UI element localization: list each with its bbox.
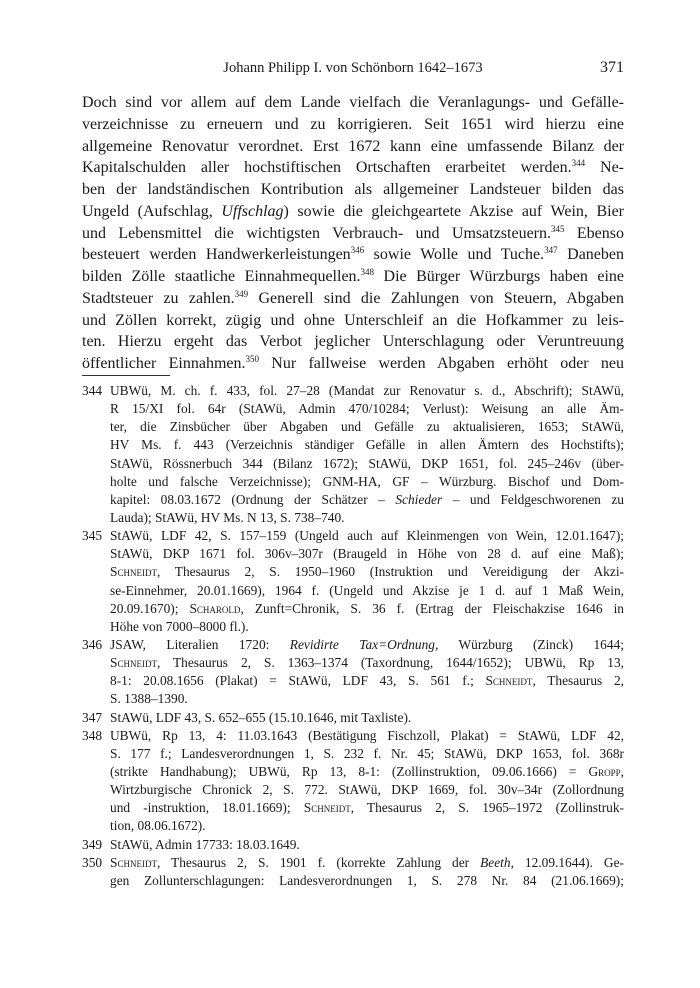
text-run: sowie Wolle und Tuche. bbox=[364, 246, 545, 264]
running-head: Johann Philipp I. von Schönborn 1642–1673 bbox=[223, 60, 483, 76]
author-name: Schneidt bbox=[485, 673, 533, 689]
text-run: Stadtsteuer zu zahlen. bbox=[82, 289, 235, 307]
footnote-line bbox=[110, 436, 624, 454]
footnote-ref: 347 bbox=[544, 245, 558, 256]
text-run: StAWü, Admin 17733: 18.03.1649. bbox=[110, 836, 300, 852]
footnote-ref: 344 bbox=[571, 158, 586, 169]
text-run: HV Ms. f. 443 (Verzeichnis ständiger Gefälle in allen Ämtern des Hochstifts); bbox=[110, 437, 624, 453]
text-run: ben der landständischen Kontribution als allgemeiner Landsteuer bilden das bbox=[82, 181, 624, 198]
footnote bbox=[82, 727, 624, 836]
text-run: – und Feldgeschworenen zu bbox=[442, 491, 624, 507]
text-run: tion, 08.06.1672). bbox=[110, 818, 206, 834]
text-run: Lauda); StAWü, HV Ms. N 13, S. 738–740. bbox=[110, 509, 345, 525]
footnote-line bbox=[110, 491, 624, 509]
text-run: Würzburg (Zinck) 1644; bbox=[438, 636, 624, 652]
footnotes bbox=[82, 382, 624, 890]
footnote-line bbox=[110, 854, 624, 872]
footnote-ref: 348 bbox=[360, 267, 375, 277]
text-run: bilden Zölle staatliche Einnahmequellen. bbox=[82, 268, 361, 285]
author-name: Schneidt bbox=[110, 854, 157, 870]
page-number: 371 bbox=[600, 59, 624, 76]
italic-text: Uffschlag bbox=[221, 202, 284, 220]
text-run: 20.09.1670); bbox=[110, 600, 190, 616]
text-run: StAWü, DKP 1671 fol. 306v–307r (Braugeld in Höhe von 28 d. auf eine Maß); bbox=[110, 546, 624, 562]
footnote-line bbox=[110, 509, 624, 527]
body-line bbox=[82, 201, 624, 223]
footnote-line bbox=[110, 727, 624, 745]
text-run: und -instruktion, 18.01.1669); bbox=[110, 800, 304, 816]
text-run: 8-1: 20.08.1656 (Plakat) = StAWü, LDF 43, S. 561 f.; bbox=[110, 673, 486, 689]
footnote bbox=[82, 527, 624, 636]
footnote bbox=[82, 709, 624, 727]
text-run: öffentlicher Einnahmen. bbox=[82, 355, 246, 372]
footnote-ref: 346 bbox=[350, 245, 365, 256]
text-run: holte und falsche Verzeichnisse); GNM-HA, GF – Würzburg. Bischof und Dom- bbox=[110, 473, 624, 489]
footnote-line bbox=[110, 618, 624, 636]
body-line bbox=[82, 179, 624, 201]
footnote-line bbox=[110, 473, 624, 491]
footnote-line bbox=[110, 709, 624, 727]
footnote bbox=[82, 382, 624, 527]
text-run: StAWü, LDF 43, S. 652–655 (15.10.1646, mit Taxliste). bbox=[110, 709, 412, 725]
text-run: Die Bürger Würzburgs haben eine bbox=[374, 268, 624, 285]
footnote-number: 349 bbox=[82, 836, 103, 852]
author-name: Scharold bbox=[189, 600, 241, 616]
text-run: ) sowie die gleichgeartete Akzise auf Wein, Bier bbox=[283, 202, 624, 220]
text-run: Höhe von 7000–8000 fl.). bbox=[110, 618, 249, 634]
body-line bbox=[82, 266, 624, 288]
text-run: Ungeld (Aufschlag, bbox=[82, 202, 222, 220]
text-run: kapitel: 08.03.1672 (Ordnung der Schätzer – bbox=[110, 491, 396, 507]
footnote-line bbox=[110, 654, 624, 672]
text-run: gen Zollunterschlagungen: Landesverordnungen 1, S. 278 Nr. 84 (21.06.1669); bbox=[110, 872, 624, 888]
footnote-line bbox=[110, 817, 624, 835]
footnote-ref: 350 bbox=[245, 354, 259, 364]
footnote-line bbox=[110, 400, 624, 418]
text-run: S. 177 f.; Landesverordnungen 1, S. 232 f. Nr. 45; StAWü, DKP 1653, fol. 368r bbox=[110, 745, 624, 761]
text-run: StAWü, LDF 42, S. 157–159 (Ungeld auch auf Kleinmengen von Wein, 12.01.1647); bbox=[110, 528, 624, 544]
footnote-line bbox=[110, 582, 624, 600]
text-run: ten. Hierzu ergeht das Verbot jeglicher Unterschlagung oder Veruntreuung bbox=[82, 333, 624, 351]
footnote-ref: 349 bbox=[234, 288, 249, 299]
page-header bbox=[82, 60, 624, 84]
body-line bbox=[82, 157, 624, 179]
footnote-line bbox=[110, 382, 624, 400]
footnote-text bbox=[110, 527, 624, 636]
footnote-line bbox=[110, 781, 624, 799]
text-run: UBWü, Rp 13, 4: 11.03.1643 (Bestätigung Fischzoll, Plakat) = StAWü, LDF 42, bbox=[110, 727, 624, 743]
text-run: besteuert werden Handwerkerleistungen bbox=[82, 246, 351, 264]
body-text bbox=[82, 92, 624, 375]
footnote-line bbox=[110, 836, 624, 854]
text-run: S. 1388–1390. bbox=[110, 691, 188, 707]
footnote-text bbox=[110, 636, 624, 709]
text-run: Nur fallweise werden Abgaben erhöht oder neu bbox=[259, 355, 624, 372]
footnote-line bbox=[110, 455, 624, 473]
text-run: und Zöllen korrekt, zügig und ohne Unterschleif an die Hofkammer zu leis- bbox=[82, 311, 624, 329]
footnote-number: 345 bbox=[82, 528, 103, 544]
text-run: Ebenso bbox=[564, 224, 624, 242]
footnote-line bbox=[110, 672, 624, 690]
author-name: Gropp bbox=[588, 763, 621, 779]
footnote bbox=[82, 636, 624, 709]
footnote-line bbox=[110, 563, 624, 581]
footnote-ref: 345 bbox=[551, 223, 565, 234]
italic-text: Revidirte Tax=Ordnung, bbox=[289, 636, 439, 652]
text-run: ter, die Zinsbücher über Abgaben und Gefälle zu aktualisieren, 1653; StAWü, bbox=[110, 419, 624, 435]
text-run: (strikte Handhabung); UBWü, Rp 13, 8-1: (Zollinstruktion, 09.06.1666) = bbox=[110, 763, 589, 779]
text-run: , Thesaurus 2, S. 1363–1374 (Taxordnung, 1644/1652); UBWü, Rp 13, bbox=[156, 655, 624, 671]
text-run: Generell sind die Zahlungen von Steuern, Abgaben bbox=[248, 289, 624, 307]
text-run: , bbox=[620, 763, 624, 779]
text-run: , 12.09.1644). Ge- bbox=[510, 854, 624, 870]
body-line bbox=[82, 114, 624, 136]
text-run: Wirtzburgische Chronick 2, S. 772. StAWü, DKP 1669, fol. 30v–34r (Zollordnung bbox=[110, 782, 624, 798]
text-run: Daneben bbox=[557, 246, 624, 264]
text-run: StAWü, Rössnerbuch 344 (Bilanz 1672); StAWü, DKP 1651, fol. 245–246v (über- bbox=[110, 455, 624, 471]
text-run: allgemeine Renovatur verordnet. Erst 1672 kann eine umfassende Bilanz der bbox=[82, 137, 624, 155]
body-line bbox=[82, 288, 624, 310]
text-run: Ne- bbox=[585, 159, 624, 177]
italic-text: Schieder bbox=[395, 491, 443, 507]
footnote-text bbox=[110, 709, 624, 727]
footnote-line bbox=[110, 745, 624, 763]
body-line bbox=[82, 310, 624, 332]
body-line bbox=[82, 136, 624, 158]
footnote-line bbox=[110, 527, 624, 545]
text-run: , Thesaurus 2, S. 1901 f. (korrekte Zahlung der bbox=[156, 854, 481, 870]
footnote-number: 346 bbox=[82, 636, 103, 652]
footnote-line bbox=[110, 636, 624, 654]
text-run: , Thesaurus 2, S. 1950–1960 (Instruktion und Vereidigung der Akzi- bbox=[156, 564, 624, 580]
body-line bbox=[82, 92, 624, 114]
footnote-line bbox=[110, 872, 624, 890]
text-run: JSAW, Literalien 1720: bbox=[110, 636, 290, 652]
footnote-line bbox=[110, 600, 624, 618]
text-run: UBWü, M. ch. f. 433, fol. 27–28 (Mandat zur Renovatur s. d., Abschrift); StAWü, bbox=[110, 383, 624, 398]
author-name: Schneidt bbox=[110, 655, 157, 671]
text-run: se-Einnehmer, 20.01.1669), 1964 f. (Ungeld und Akzise je 1 d. auf 1 Maß Wein, bbox=[110, 582, 624, 598]
footnote-text bbox=[110, 382, 624, 527]
footnote-text bbox=[110, 836, 624, 854]
body-line bbox=[82, 223, 624, 245]
footnote-line bbox=[110, 690, 624, 708]
footnote-line bbox=[110, 763, 624, 781]
text-run: verzeichnisse zu erneuern und zu korrigieren. Seit 1651 wird hierzu eine bbox=[82, 115, 624, 133]
text-run: und Lebensmittel die wichtigsten Verbrauch- und Umsatzsteuern. bbox=[82, 224, 552, 242]
footnote-line bbox=[110, 799, 624, 817]
text-run: Doch sind vor allem auf dem Lande vielfach die Veranlagungs- und Gefälle- bbox=[82, 94, 624, 111]
footnote-line bbox=[110, 545, 624, 563]
text-run: R 15/XI fol. 64r (StAWü, Admin 470/10284; Verlust): Weisung an alle Äm- bbox=[110, 401, 624, 417]
footnote-number: 350 bbox=[82, 854, 103, 870]
footnote bbox=[82, 836, 624, 854]
body-line bbox=[82, 331, 624, 353]
author-name: Schneidt bbox=[110, 564, 157, 580]
footnote-text bbox=[110, 854, 624, 890]
author-name: Schneidt bbox=[303, 800, 351, 816]
footnote-rule bbox=[82, 375, 170, 376]
text-run: Kapitalschulden aller hochstiftischen Ortschaften erarbeitet werden. bbox=[82, 159, 572, 177]
text-run: , Zunft=Chronik, S. 36 f. (Ertrag der Fleischakzise 1646 in bbox=[240, 600, 624, 616]
footnote-line bbox=[110, 418, 624, 436]
body-line bbox=[82, 244, 624, 266]
footnote-text bbox=[110, 727, 624, 836]
footnote bbox=[82, 854, 624, 890]
italic-text: Beeth bbox=[480, 854, 511, 870]
text-run: , Thesaurus 2, S. 1965–1972 (Zollinstruk- bbox=[350, 800, 624, 816]
footnote-number: 347 bbox=[82, 709, 103, 725]
footnote-number: 344 bbox=[82, 383, 103, 398]
text-run: , Thesaurus 2, bbox=[532, 673, 624, 689]
body-line bbox=[82, 353, 624, 375]
footnote-number: 348 bbox=[82, 727, 103, 743]
